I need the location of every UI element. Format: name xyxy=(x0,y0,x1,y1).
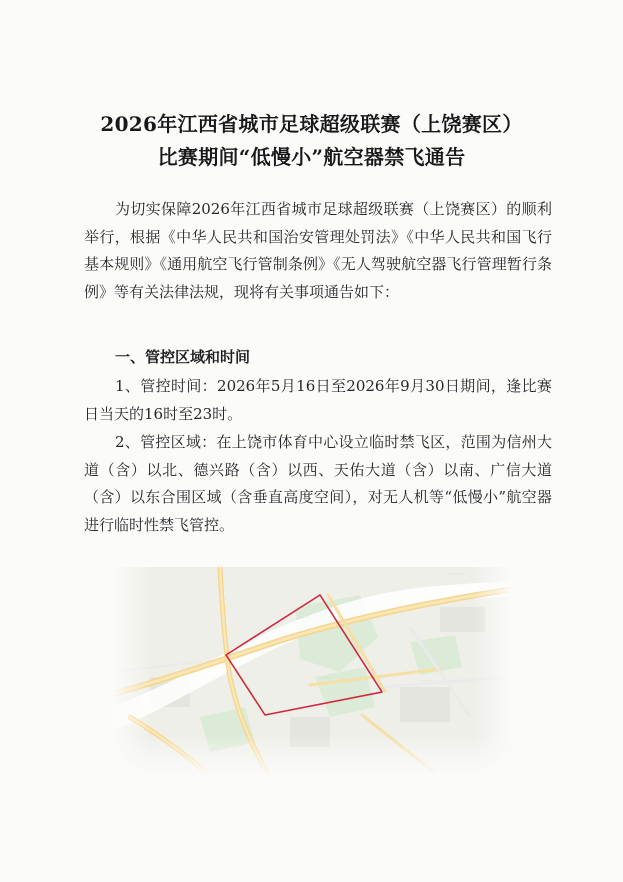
section1-heading: 一、管控区域和时间 xyxy=(115,348,251,366)
control-time-item: 1、管控时间：2026年5月16日至2026年9月30日期间，逢比赛日当天的16时至23时。 xyxy=(84,377,552,423)
no-fly-zone-map xyxy=(110,567,514,777)
notice-title-line1: 2026年江西省城市足球超级联赛（上饶赛区） xyxy=(100,112,523,136)
notice-title-line2: 比赛期间“低慢小”航空器禁飞通告 xyxy=(157,145,466,169)
intro-paragraph: 为切实保障2026年江西省城市足球超级联赛（上饶赛区）的顺利举行，根据《中华人民共和国治安管理处罚法》《中华人民共和国飞行基本规则》《通用航空飞行管制条例》《无人驾驶航空器飞行管理暂行条例》等有关法律法规，现将有关事项通告如下： xyxy=(84,200,552,301)
control-area-item: 2、管控区域：在上饶市体育中心设立临时禁飞区，范围为信州大道（含）以北、德兴路（含）以西、天佑大道（含）以南、广信大道（含）以东合围区域（含垂直高度空间），对无人机等“低慢小”航空器进行临时性禁飞管控。 xyxy=(84,433,552,534)
